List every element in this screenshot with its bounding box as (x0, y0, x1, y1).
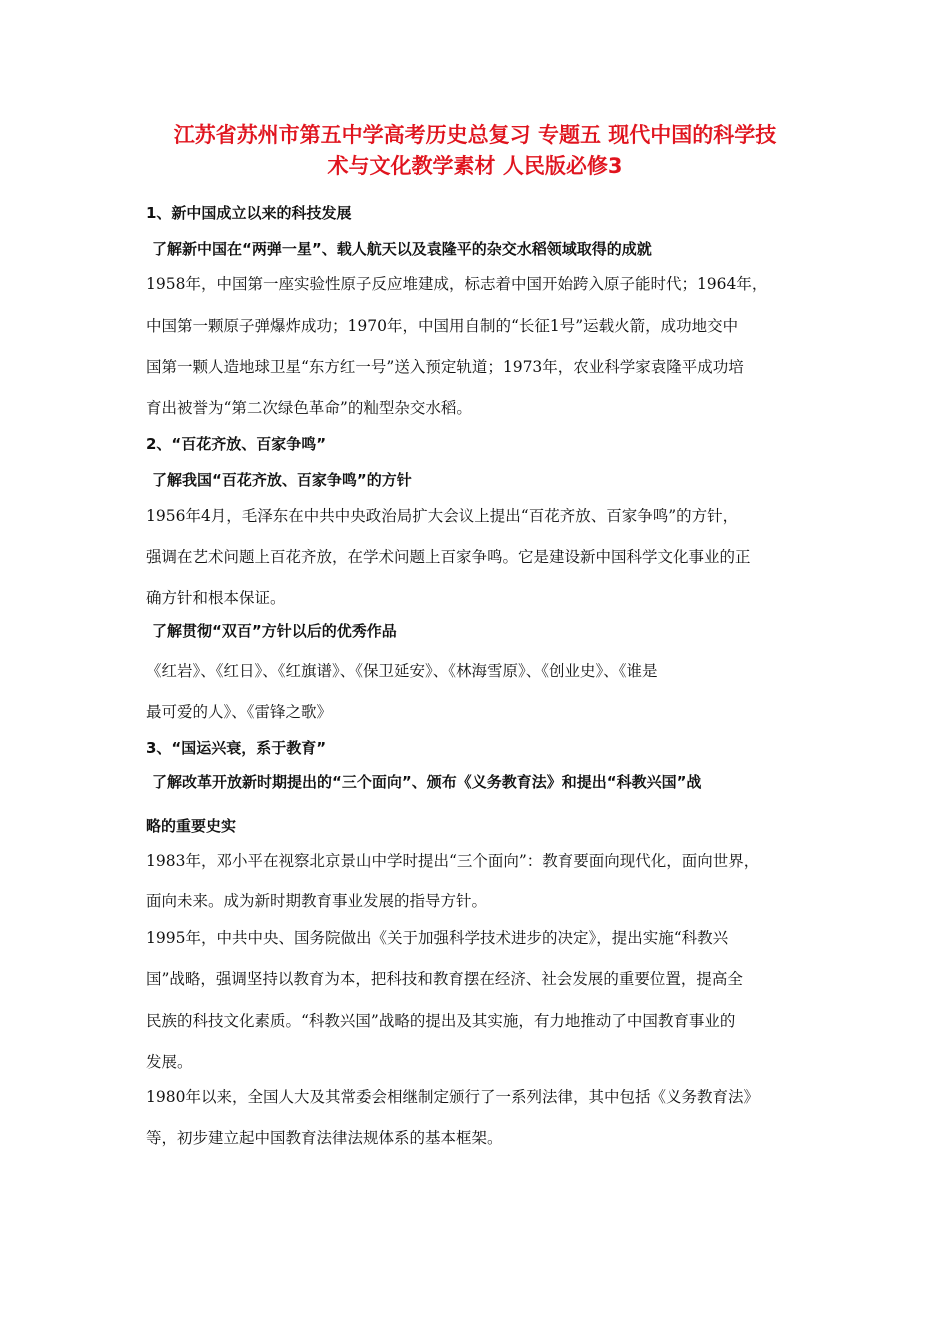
section-3-subheading-line-1: 了解改革开放新时期提出的“三个面向”、颁布《义务教育法》和提出“科教兴国”战 (152, 773, 702, 791)
section-3-text-line: 国”战略，强调坚持以教育为本，把科技和教育摆在经济、社会发展的重要位置，提高全 (146, 970, 743, 988)
section-2-text-line: 强调在艺术问题上百花齐放，在学术问题上百家争鸣。它是建设新中国科学文化事业的正 (146, 548, 751, 566)
document-title-line-2: 术与文化教学素材 人民版必修3 (327, 154, 623, 178)
section-1-subheading: 了解新中国在“两弹一星”、载人航天以及袁隆平的杂交水稻领域取得的成就 (152, 240, 652, 258)
section-3-text-line: 面向未来。成为新时期教育事业发展的指导方针。 (146, 892, 488, 910)
document-title-line-1: 江苏省苏州市第五中学高考历史总复习 专题五 现代中国的科学技 (173, 123, 777, 147)
section-1-text-line: 1958年，中国第一座实验性原子反应堆建成，标志着中国开始跨入原子能时代；1964年， (146, 275, 768, 293)
section-3-text-line: 民族的科技文化素质。“科教兴国”战略的提出及其实施，有力地推动了中国教育事业的 (146, 1012, 736, 1030)
section-1-text-line: 国第一颗人造地球卫星“东方红一号”送入预定轨道；1973年，农业科学家袁隆平成功培 (146, 358, 744, 376)
section-3-text-line: 发展。 (146, 1053, 193, 1071)
section-1-heading: 1、新中国成立以来的科技发展 (146, 204, 352, 222)
section-2-subheading: 了解我国“百花齐放、百家争鸣”的方针 (152, 471, 412, 489)
section-3-text-line: 1983年，邓小平在视察北京景山中学时提出“三个面向”：教育要面向现代化，面向世界， (146, 852, 760, 870)
section-3-text-line: 1980年以来，全国人大及其常委会相继制定颁行了一系列法律，其中包括《义务教育法》 (146, 1088, 759, 1106)
works-list-line: 最可爱的人》、《雷锋之歌》 (146, 703, 333, 721)
section-2-heading: 2、“百花齐放、百家争鸣” (146, 435, 327, 453)
section-2-subheading-works: 了解贯彻“双百”方针以后的优秀作品 (152, 622, 397, 640)
section-1-text-line: 育出被誉为“第二次绿色革命”的籼型杂交水稻。 (146, 399, 472, 417)
section-3-text-line: 等，初步建立起中国教育法律法规体系的基本框架。 (146, 1129, 503, 1147)
section-3-subheading-line-2: 略的重要史实 (146, 817, 237, 835)
section-1-text-line: 中国第一颗原子弹爆炸成功；1970年，中国用自制的“长征1号”运载火箭，成功地交中 (146, 317, 739, 335)
section-2-text-line: 确方针和根本保证。 (146, 589, 286, 607)
section-2-text-line: 1956年4月，毛泽东在中共中央政治局扩大会议上提出“百花齐放、百家争鸣”的方针， (146, 507, 739, 525)
section-3-heading: 3、“国运兴衰，系于教育” (146, 739, 327, 757)
section-3-text-line: 1995年，中共中央、国务院做出《关于加强科学技术进步的决定》，提出实施“科教兴 (146, 929, 729, 947)
works-list-line: 《红岩》、《红日》、《红旗谱》、《保卫延安》、《林海雪原》、《创业史》、《谁是 (146, 662, 658, 680)
